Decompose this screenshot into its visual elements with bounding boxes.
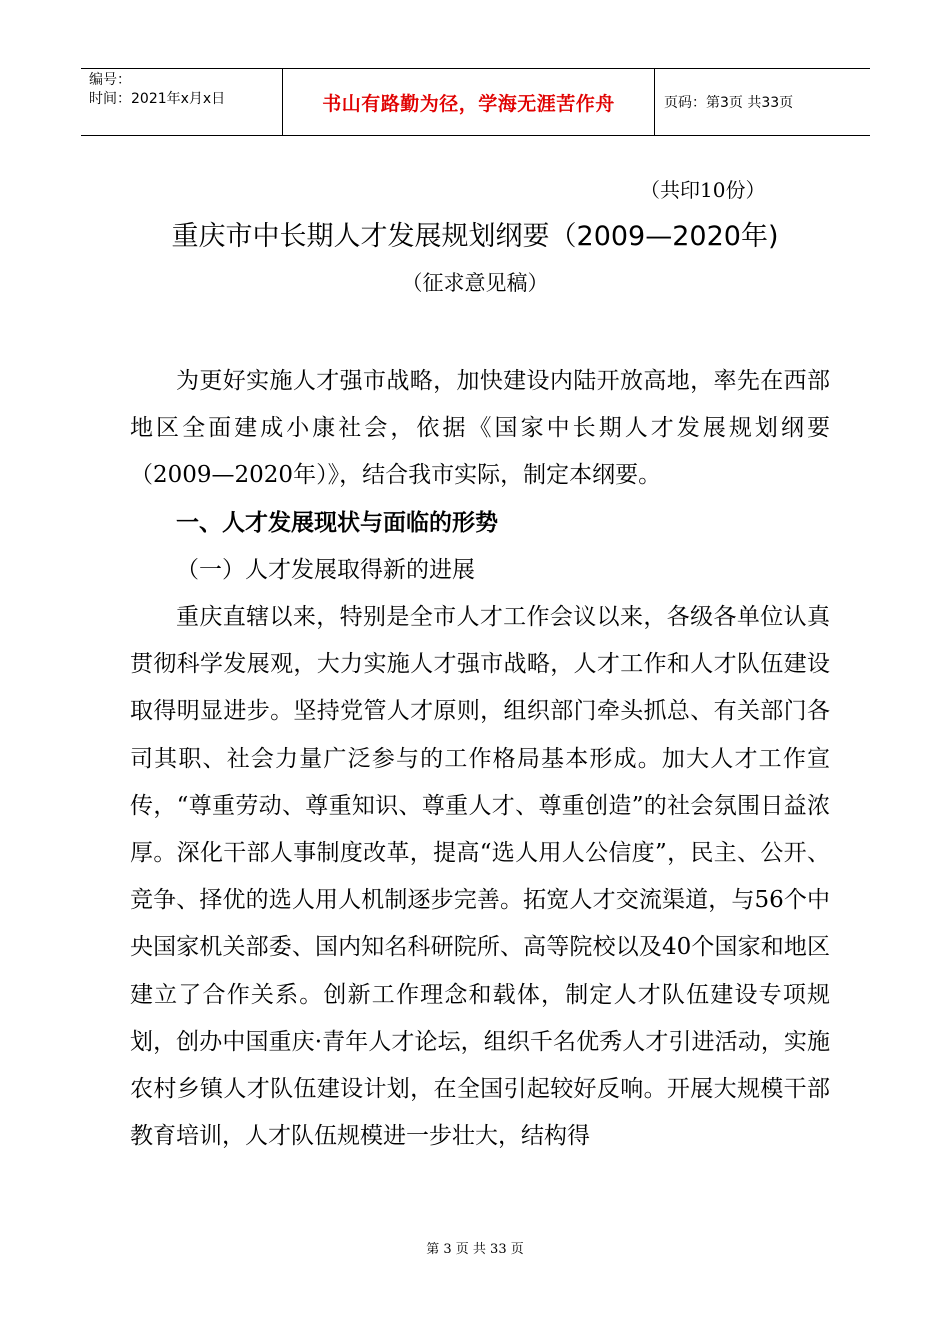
section-heading: 一、人才发展现状与面临的形势 [176, 509, 498, 536]
header-motto: 书山有路勤为径，学海无涯苦作舟 [282, 69, 655, 135]
page-footer: 第 3 页 共 33 页 [426, 1242, 524, 1257]
document-title: 重庆市中长期人才发展规划纲要（2009—2020年) [171, 221, 779, 252]
header-table [81, 68, 870, 136]
subsection-heading: （一）人才发展取得新的进展 [176, 556, 475, 583]
header-time-label: 时间：2021年x月x日 [89, 91, 226, 107]
body-paragraph: 重庆直辖以来，特别是全市人才工作会议以来，各级各单位认真贯彻科学发展观，大力实施人才强市战略，人才工作和人才队伍建设取得明显进步。坚持党管人才原则，组织部门牵头抓总、有关部门各司其职、社会力量广泛参与的工作格局基本形成。加大人才工作宣传，“尊重劳动、尊重知识、尊重人才、尊重创造”的社会氛围日益浓厚。深化干部人事制度改革，提高“选人用人公信度”，民主、公开、竞争、择优的选人用人机制逐步完善。拓宽人才交流渠道，与56个中央国家机关部委、国内知名科研院所、高等院校以及40个国家和地区建立了合作关系。创新工作理念和载体，制定人才队伍建设专项规划，创办中国重庆·青年人才论坛，组织千名优秀人才引进活动，实施农村乡镇人才队伍建设计划，在全国引起较好反响。开展大规模干部教育培训，人才队伍规模进一步壮大，结构得 [130, 604, 830, 1150]
header-left-cell [81, 69, 282, 135]
document-body [130, 358, 830, 1160]
header-number-label: 编号： [89, 72, 131, 88]
intro-paragraph: 为更好实施人才强市战略，加快建设内陆开放高地，率先在西部地区全面建成小康社会，依据《国家中长期人才发展规划纲要（2009—2020年）》，结合我市实际，制定本纲要。 [130, 368, 830, 489]
copies-note: （共印10份） [640, 178, 766, 202]
document-subtitle: （征求意见稿） [401, 271, 549, 295]
header-page-info: 页码：第3页 共33页 [664, 95, 794, 111]
